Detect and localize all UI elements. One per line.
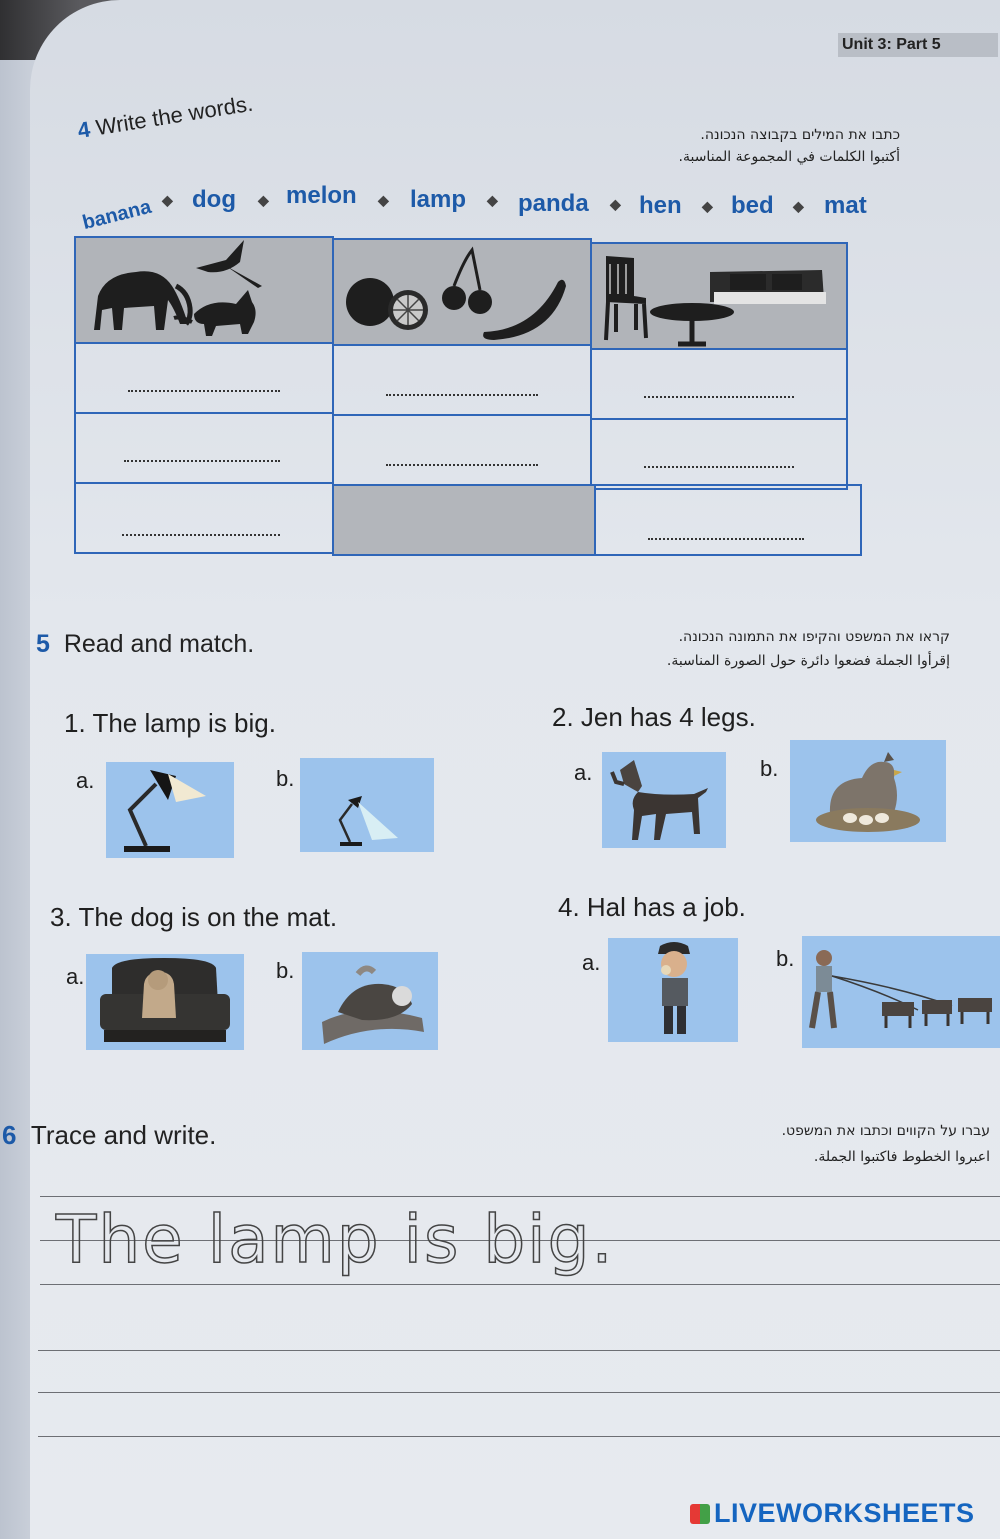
ex4-hebrew-instruction: כתבו את המילים בקבוצה הנכונה. bbox=[700, 127, 900, 143]
option-b-label: b. bbox=[760, 756, 779, 781]
word-bank-item: panda bbox=[518, 190, 589, 217]
hen-picture[interactable] bbox=[790, 740, 946, 842]
logo-text: LIVEWORKSHEETS bbox=[714, 1498, 975, 1528]
fruit-icon bbox=[334, 240, 590, 344]
furniture-write-cell[interactable] bbox=[590, 418, 848, 490]
small-lamp-picture[interactable] bbox=[300, 758, 434, 852]
lamp-icon bbox=[106, 762, 234, 858]
ex4-title: Write the words. bbox=[94, 90, 255, 141]
animals-picture bbox=[74, 236, 334, 344]
word-bank-item: hen bbox=[639, 192, 682, 219]
diamond-icon: ◆ bbox=[162, 192, 173, 208]
ex5-title: Read and match. bbox=[63, 630, 255, 658]
dog-on-chair-picture[interactable] bbox=[86, 954, 244, 1050]
furniture-write-cell[interactable] bbox=[590, 348, 848, 420]
ex5-heading bbox=[36, 630, 254, 659]
ex6-number: 6 bbox=[2, 1120, 17, 1150]
write-line[interactable] bbox=[122, 534, 280, 536]
animals-write-cell[interactable] bbox=[74, 412, 334, 484]
furniture-picture bbox=[590, 242, 848, 350]
animals-write-cell[interactable] bbox=[74, 342, 334, 414]
diamond-icon: ◆ bbox=[702, 198, 713, 214]
diamond-icon: ◆ bbox=[793, 198, 804, 214]
handwriting-line[interactable] bbox=[38, 1436, 1000, 1437]
boy-icon bbox=[608, 938, 738, 1042]
ex4-heading bbox=[76, 91, 255, 144]
dog-walker-icon bbox=[802, 936, 1000, 1048]
write-line[interactable] bbox=[386, 464, 538, 466]
write-line[interactable] bbox=[128, 390, 280, 392]
ex6-title: Trace and write. bbox=[30, 1120, 217, 1150]
dog-icon bbox=[602, 752, 726, 848]
word-bank bbox=[80, 182, 880, 235]
handwriting-line[interactable] bbox=[38, 1350, 1000, 1351]
write-line[interactable] bbox=[124, 460, 280, 462]
fruit-picture bbox=[332, 238, 592, 346]
ex4-number: 4 bbox=[75, 116, 92, 144]
question-1: 1. The lamp is big. bbox=[64, 708, 276, 738]
write-line[interactable] bbox=[386, 394, 538, 396]
hen-icon bbox=[790, 740, 946, 842]
option-a-label: a. bbox=[66, 964, 85, 989]
fruit-empty-cell bbox=[332, 484, 596, 556]
option-b-label: b. bbox=[276, 958, 295, 983]
logo-icon bbox=[690, 1504, 710, 1524]
furniture-write-cell[interactable] bbox=[594, 484, 862, 556]
dog-picture[interactable] bbox=[602, 752, 726, 848]
ex5-number: 5 bbox=[36, 630, 50, 658]
option-a-label: a. bbox=[574, 760, 593, 785]
option-a-label: a. bbox=[582, 950, 601, 975]
handwriting-line bbox=[40, 1284, 1000, 1285]
diamond-icon: ◆ bbox=[610, 196, 621, 212]
ex6-arabic-instruction: اعبروا الخطوط فاكتبوا الجملة. bbox=[813, 1149, 990, 1165]
animals-icon bbox=[76, 238, 332, 342]
diamond-icon: ◆ bbox=[487, 192, 498, 208]
dog-on-mat-picture[interactable] bbox=[302, 952, 438, 1050]
word-bank-item: lamp bbox=[410, 186, 467, 213]
lamp-icon bbox=[300, 758, 434, 852]
fruit-write-cell[interactable] bbox=[332, 414, 592, 486]
animals-write-cell[interactable] bbox=[74, 482, 334, 554]
diamond-icon: ◆ bbox=[378, 192, 389, 208]
armchair-icon bbox=[86, 954, 244, 1050]
dog-icon bbox=[302, 952, 438, 1050]
diamond-icon: ◆ bbox=[258, 192, 269, 208]
option-a-label: a. bbox=[76, 768, 95, 793]
ex5-hebrew-instruction: קראו את המשפט והקיפו את התמונה הנכונה. bbox=[678, 629, 950, 645]
word-bank-item: mat bbox=[824, 192, 867, 219]
option-b-label: b. bbox=[276, 766, 295, 791]
boy-eating-picture[interactable] bbox=[608, 938, 738, 1042]
option-b-label: b. bbox=[776, 946, 795, 971]
write-line[interactable] bbox=[644, 396, 794, 398]
question-4: 4. Hal has a job. bbox=[558, 892, 746, 922]
ex6-hebrew-instruction: עברו על הקווים וכתבו את המשפט. bbox=[781, 1123, 990, 1139]
dog-walker-picture[interactable] bbox=[802, 936, 1000, 1048]
question-2: 2. Jen has 4 legs. bbox=[552, 702, 756, 732]
word-bank-item: bed bbox=[731, 192, 774, 219]
fruit-write-cell[interactable] bbox=[332, 344, 592, 416]
ex6-heading bbox=[2, 1120, 216, 1151]
big-lamp-picture[interactable] bbox=[106, 762, 234, 858]
word-bank-item: melon bbox=[286, 182, 357, 209]
unit-label: Unit 3: Part 5 bbox=[838, 33, 998, 57]
question-3: 3. The dog is on the mat. bbox=[50, 902, 338, 932]
handwriting-line[interactable] bbox=[38, 1392, 1000, 1393]
word-sort-table bbox=[74, 236, 864, 556]
ex5-arabic-instruction: إقرأوا الجملة فضعوا دائرة حول الصورة المناسبة. bbox=[666, 653, 950, 669]
word-bank-item: dog bbox=[192, 186, 236, 213]
liveworksheets-logo bbox=[690, 1498, 975, 1529]
ex4-arabic-instruction: أكتبوا الكلمات في المجموعة المناسبة. bbox=[678, 149, 900, 165]
write-line[interactable] bbox=[648, 538, 804, 540]
furniture-icon bbox=[592, 244, 846, 348]
word-bank-item: banana bbox=[80, 195, 154, 235]
workbook-page bbox=[2, 0, 1000, 1539]
write-line[interactable] bbox=[644, 466, 794, 468]
trace-sentence[interactable]: The lamp is big. bbox=[56, 1201, 615, 1278]
